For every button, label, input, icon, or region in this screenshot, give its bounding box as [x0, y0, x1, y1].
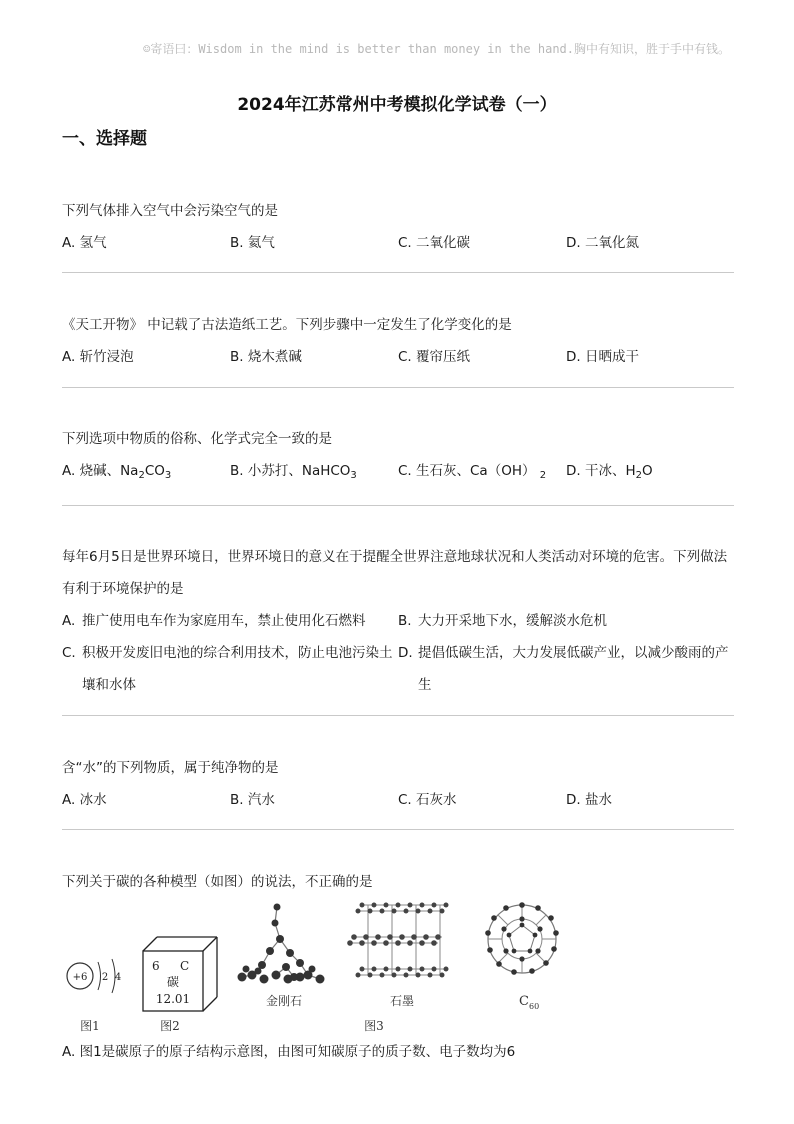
option-a[interactable]: A. 推广使用电车作为家庭用车，禁止使用化石燃料	[62, 613, 366, 629]
atom-structure-diagram	[67, 959, 121, 993]
option-a[interactable]: A. 图1是碳原子的原子结构示意图，由图可知碳原子的质子数、电子数均为6	[62, 1044, 516, 1060]
option-d[interactable]: D. 盐水	[566, 792, 612, 808]
page-title: 2024年江苏常州中考模拟化学试卷（一）	[237, 95, 557, 115]
question-stem: 下列气体排入空气中会污染空气的是	[62, 203, 278, 219]
element-mass: 12.01	[155, 992, 191, 1006]
section-heading: 一、选择题	[62, 129, 147, 149]
options-row	[62, 455, 734, 492]
question-2	[62, 309, 734, 373]
c60-subscript: 60	[529, 1002, 540, 1011]
option-b[interactable]: B. 烧木煮碱	[230, 349, 302, 365]
carbon-models-figure	[62, 893, 582, 1041]
element-symbol: C	[180, 959, 190, 973]
shell1-label: 2	[101, 972, 109, 983]
question-stem: 下列关于碳的各种模型（如图）的说法，不正确的是	[62, 874, 373, 890]
option-d[interactable]: D. 二氧化氮	[566, 235, 639, 251]
option-a[interactable]: A. 斩竹浸泡	[62, 349, 134, 365]
shell2-label: 4	[114, 972, 122, 983]
divider	[62, 387, 734, 388]
c60-structure	[485, 902, 559, 975]
question-6-options	[62, 1036, 734, 1068]
question-5	[62, 752, 734, 816]
options-row	[62, 341, 734, 373]
nucleus-label: +6	[72, 972, 88, 983]
option-b[interactable]: B. 氦气	[230, 235, 275, 251]
option-c[interactable]: C. 生石灰、Ca（OH） $_2$	[398, 463, 547, 481]
fig1-caption: 图1	[80, 1019, 100, 1033]
diamond-label: 金刚石	[265, 994, 303, 1008]
fig3-caption: 图3	[364, 1019, 384, 1033]
diamond-structure	[238, 904, 325, 984]
option-d[interactable]: D. 提倡低碳生活，大力发展低碳产业，以减少酸雨的产生	[398, 645, 729, 693]
question-stem: 下列选项中物质的俗称、化学式完全一致的是	[62, 431, 332, 447]
option-a[interactable]: A. 烧碱、$Na_2CO_3$	[62, 463, 172, 481]
graphite-label: 石墨	[389, 994, 415, 1008]
options-grid	[62, 605, 734, 701]
question-stem: 含“水”的下列物质，属于纯净物的是	[62, 760, 279, 776]
question-1	[62, 195, 734, 259]
c60-label: C	[519, 994, 529, 1009]
divider	[62, 829, 734, 830]
option-a[interactable]: A. 冰水	[62, 792, 107, 808]
question-3	[62, 423, 734, 492]
option-c[interactable]: C. 石灰水	[398, 792, 457, 808]
divider	[62, 505, 734, 506]
option-c[interactable]: C. 覆帘压纸	[398, 349, 471, 365]
option-b[interactable]: B. 小苏打、NaHCO$_3$	[230, 463, 357, 481]
option-d[interactable]: D. 日晒成干	[566, 349, 639, 365]
option-b[interactable]: B. 汽水	[230, 792, 275, 808]
divider	[62, 715, 734, 716]
graphite-structure	[347, 903, 448, 978]
question-stem: 《天工开物》 中记载了古法造纸工艺。下列步骤中一定发生了化学变化的是	[62, 317, 512, 333]
fig2-caption: 图2	[160, 1019, 180, 1033]
option-d[interactable]: D. 干冰、$H_2O$	[566, 463, 653, 481]
option-c[interactable]: C. 二氧化碳	[398, 235, 471, 251]
option-b[interactable]: B. 大力开采地下水，缓解淡水危机	[398, 613, 607, 629]
option-a[interactable]: A. 氢气	[62, 235, 107, 251]
question-4	[62, 541, 734, 701]
element-name: 碳	[166, 975, 180, 989]
page-watermark: ☺寄语曰：Wisdom in the mind is better than money in the hand.胸中有知识，胜于手中有钱。	[143, 42, 730, 56]
option-c[interactable]: C. 积极开发废旧电池的综合利用技术，防止电池污染土壤和水体	[62, 645, 393, 693]
question-stem: 每年6月5日是世界环境日，世界环境日的意义在于提醒全世界注意地球状况和人类活动对环境的危害。下列做法有利于环境保护的是	[62, 549, 728, 597]
options-row	[62, 784, 734, 816]
element-number: 6	[152, 959, 160, 973]
divider	[62, 272, 734, 273]
options-row	[62, 227, 734, 259]
